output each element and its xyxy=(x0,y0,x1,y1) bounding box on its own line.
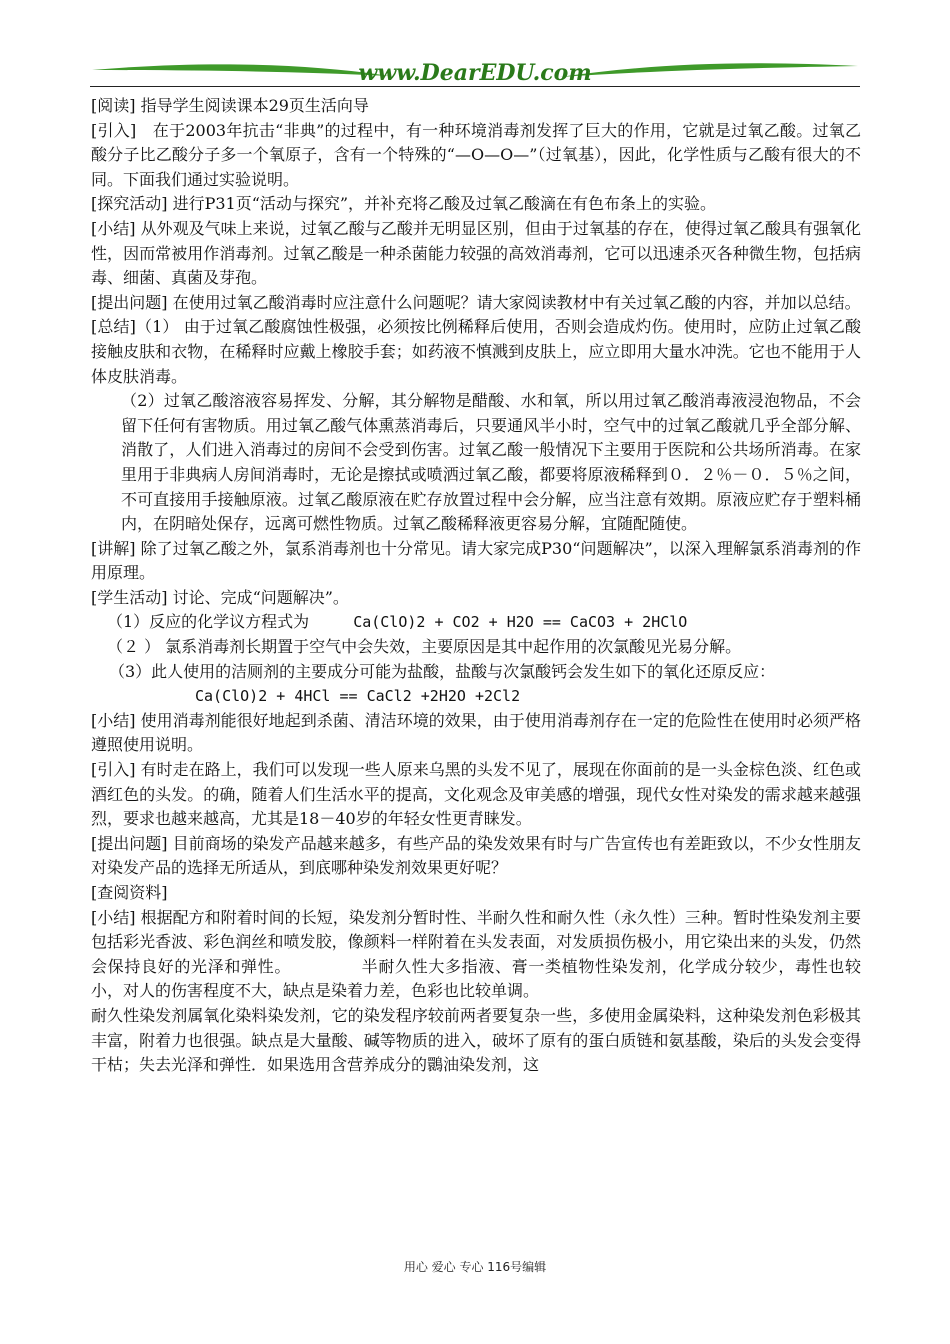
activity-item-1-label: （1）反应的化学议方程式为 xyxy=(107,612,310,632)
paragraph-explore: [探究活动] 进行P31页“活动与探究”，并补充将乙酸及过氧乙酸滴在有色布条上的实验。 xyxy=(91,194,717,214)
activity-item-2: （２ ） 氯系消毒剂长期置于空气中会失效，主要原因是其中起作用的次氯酸见光易分解。 xyxy=(107,637,742,657)
document-body xyxy=(91,94,861,1078)
equation-1: Ca(ClO)2 + CO2 + H2O == CaCO3 + 2HClO xyxy=(353,613,688,632)
paragraph-conclusion-2: （2）过氧乙酸溶液容易挥发、分解，其分解物是醋酸、水和氧，所以用过氧乙酸消毒液浸泡物品，不会留下任何有害物质。用过氧乙酸气体熏蒸消毒后，只要通风半小时，空气中的过氧乙酸就几乎全部分解、消散了，人们进入消毒过的房间不会受到伤害。过氧乙酸一般情况下主要用于医院和公共场所消毒。在家里用于非典病人房间消毒时，无论是擦拭或喷洒过氧乙酸，都要将原液稀释到０．２％－０．５％之间，不可直接用手接触原液。过氧乙酸原液在贮存放置过程中会分解，应当注意有效期。原液应贮存于塑料桶内，在阴暗处保存，远离可燃性物质。过氧乙酸稀释液更容易分解，宜随配随使。 xyxy=(121,391,861,534)
paragraph-summary-3 xyxy=(91,906,861,1004)
paragraph-intro: [引入] 在于2003年抗击“非典”的过程中，有一种环境消毒剂发挥了巨大的作用，它就是过氧乙酸。过氧乙酸分子比乙酸分子多一个氧原子，含有一个特殊的“—O—O—”（过氧基），因此，化学性质与乙酸有很大的不同。下面我们通过实验说明。 xyxy=(91,120,861,189)
summary-part-1: [小结] 根据配方和附着时间的长短，染发剂分暂时性、半耐久性和耐久性（永久性）三种。暂时性染发剂主要包括彩光香波、彩色润丝和喷发胶，像颜料一样附着在头发表面，对发质损伤极小，用它染出来的头发，仍然会保持良好的光泽和弹性。 xyxy=(91,907,861,976)
paragraph-conclusion-1: [总结]（1） 由于过氧乙酸腐蚀性极强，必须按比例稀释后使用，否则会造成灼伤。使用时，应防止过氧乙酸接触皮肤和衣物，在稀释时应戴上橡胶手套；如药液不慎溅到皮肤上，应立即用大量水冲洗。它也不能用于人体皮肤消毒。 xyxy=(91,317,861,386)
logo-text: www.DearEDU.com xyxy=(358,60,592,86)
page-footer: 用心 爱心 专心 116号编辑 xyxy=(403,1260,547,1274)
paragraph-question-2: [提出问题] 目前商场的染发产品越来越多，有些产品的染发效果有时与广告宣传也有差距致以，不少女性朋友对染发产品的选择无所适从，到底哪种染发剂效果更好呢？ xyxy=(91,833,861,878)
paragraph-reference: [查阅资料] xyxy=(91,883,168,902)
equation-2-line xyxy=(91,684,861,709)
paragraph-permanent-dye: 耐久性染发剂属氧化染料染发剂，它的染发程序较前两者要复杂一些，多使用金属染料，这种染发剂色彩极其丰富，附着力也很强。缺点是大量酸、碱等物质的进入，破坏了原有的蛋白质链和氨基酸，染后的头发会变得干枯；失去光泽和弹性．如果选用含营养成分的䴉油染发剂，这 xyxy=(91,1005,861,1075)
paragraph-reading: [阅读] 指导学生阅读课本29页生活向导 xyxy=(91,96,369,115)
header-rule xyxy=(90,86,860,87)
logo-right-swoosh xyxy=(560,63,858,77)
page-header xyxy=(90,58,860,90)
activity-item-3: （3）此人使用的洁厕剂的主要成分可能为盐酸，盐酸与次氯酸钙会发生如下的氧化还原反应： xyxy=(109,661,776,681)
paragraph-question-1: [提出问题] 在使用过氧乙酸消毒时应注意什么问题呢？请大家阅读教材中有关过氧乙酸的内容，并加以总结。 xyxy=(91,292,861,312)
equation-2: Ca(ClO)2 + 4HCl == CaCl2 +2H2O +2Cl2 xyxy=(195,687,521,706)
dearedu-logo xyxy=(90,58,860,88)
paragraph-summary-2: [小结] 使用消毒剂能很好地起到杀菌、清洁环境的效果，由于使用消毒剂存在一定的危险性在使用时必须严格遵照使用说明。 xyxy=(91,710,861,755)
paragraph-summary-1: [小结] 从外观及气味上来说，过氧乙酸与乙酸并无明显区别，但由于过氧基的存在，使得过氧乙酸具有强氧化性，因而常被用作消毒剂。过氧乙酸是一种杀菌能力较强的高效消毒剂，它可以迅速杀灭各种微生物，包括病毒、细菌、真菌及芽孢。 xyxy=(91,218,861,288)
paragraph-explain: [讲解] 除了过氧乙酸之外，氯系消毒剂也十分常见。请大家完成P30“问题解决”，以深入理解氯系消毒剂的作用原理。 xyxy=(91,538,861,583)
activity-item-1 xyxy=(91,610,861,635)
logo-left-swoosh xyxy=(92,64,390,76)
summary-part-2: 半耐久性大多指液、膏一类植物性染发剂，化学成分较少，毒性也较小，对人的伤害程度不大，缺点是染着力差，色彩也比较单调。 xyxy=(91,956,861,1001)
paragraph-student-activity: [学生活动] 讨论、完成“问题解决”。 xyxy=(91,587,349,607)
paragraph-intro-2: [引入] 有时走在路上，我们可以发现一些人原来乌黑的头发不见了，展现在你面前的是一头金棕色淡、红色或酒红色的头发。的确，随着人们生活水平的提高，文化观念及审美感的增强，现代女性对染发的需求越来越强烈，要求也越来越高，尤其是18－40岁的年轻女性更青睐发。 xyxy=(91,760,861,829)
